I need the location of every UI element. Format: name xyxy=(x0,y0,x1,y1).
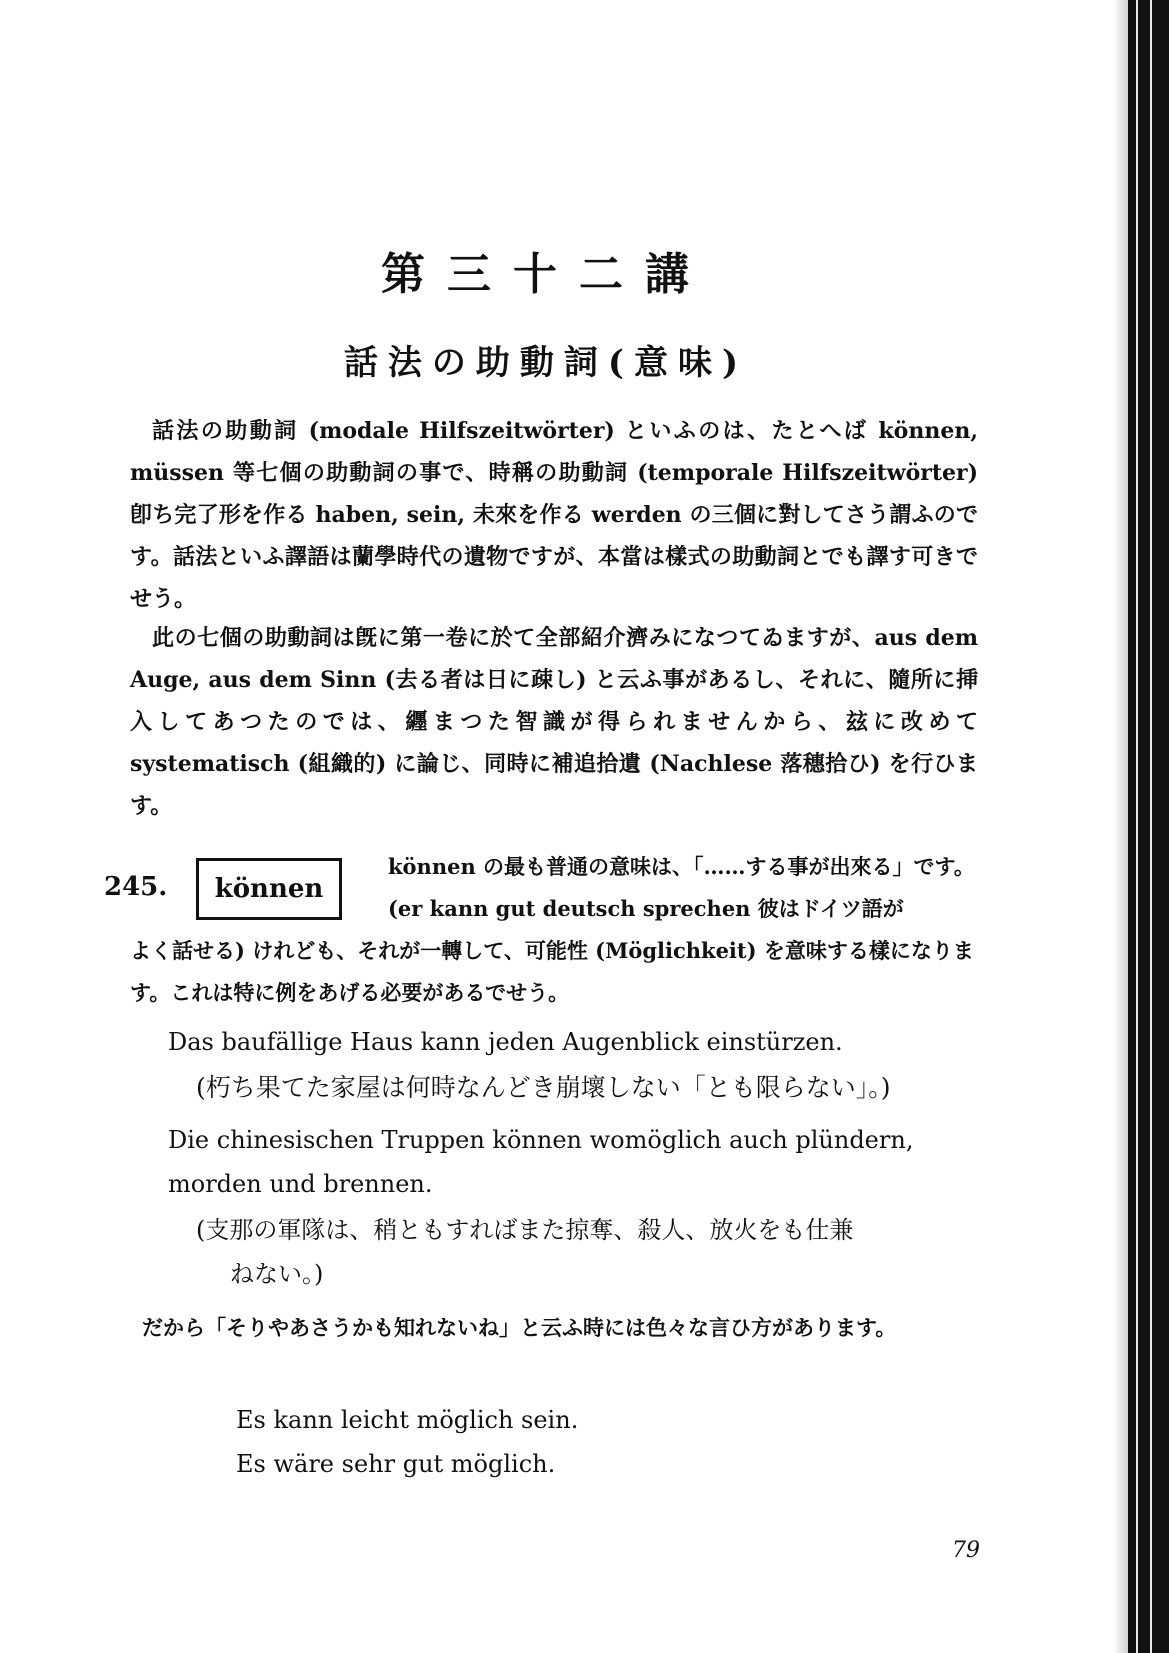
example-4-german: Es wäre sehr gut möglich. xyxy=(236,1450,556,1478)
binding-line xyxy=(1150,0,1152,1653)
chapter-title: 第三十二講 xyxy=(381,249,711,300)
example-2-german: Die chinesischen Truppen können womöglich auch plündern, morden und brennen. xyxy=(168,1126,914,1198)
example-1-japanese: (朽ち果てた家屋は何時なんどき崩壞しない「とも限らない」。) xyxy=(196,1073,891,1102)
paragraph-modal-verbs-intro: 話法の助動詞 (modale Hilfszeitwörter) といふのは、たとへば können, müssen 等七個の助動詞の事で、時稱の助動詞 (temporale Hilfszeitwörter) 卽ち完了形を作る haben, sein, 未來を作る werden の三個に對してさう謂ふのです。話法といふ譯語は蘭學時代の遺物ですが、本當は樣式の助動詞とでも譯す可きでせう。 xyxy=(130,418,978,612)
example-2-japanese-line-1: (支那の軍隊は、稍ともすればまた掠奪、殺人、放火をも仕兼 xyxy=(196,1216,854,1244)
page-number: 79 xyxy=(952,1538,980,1563)
binding-line xyxy=(1136,0,1138,1653)
section-text-top: können の最も普通の意味は、「……する事が出來る」です。(er kann gut deutsch sprechen 彼はドイツ語が xyxy=(388,854,975,921)
section-text-continued: よく話せる) けれども、それが一轉して、可能性 (Möglichkeit) を意味する樣になります。これは特に例をあげる必要があるでせう。 xyxy=(130,938,974,1005)
example-1-german: Das baufällige Haus kann jeden Augenblick einstürzen. xyxy=(168,1028,843,1056)
section-keyword-box: können xyxy=(196,858,342,920)
example-2-japanese-line-2: ねない。) xyxy=(230,1260,324,1288)
example-3-german: Es kann leicht möglich sein. xyxy=(236,1406,579,1434)
chapter-subtitle: 話法の助動詞(意味) xyxy=(343,343,749,383)
paragraph-expressions: だから「そりやあさうかも知れないね」と云ふ時には色々な言ひ方があります。 xyxy=(142,1315,897,1340)
paragraph-modal-verbs-review: 此の七個の助動詞は旣に第一卷に於て全部紹介濟みになつてゐますが、aus dem Auge, aus dem Sinn (去る者は日に疎し) と云ふ事があるし、それに、隨所に挿入してあつたのでは、纒まつた智識が得られませんから、玆に改めて systematisch (組織的) に論じ、同時に補追拾遺 (Nachlese 落穗拾ひ) を行ひます。 xyxy=(130,625,978,819)
section-number: 245. xyxy=(104,872,168,902)
page-edge-shadow xyxy=(1114,0,1128,1653)
book-binding-edge xyxy=(1128,0,1169,1653)
